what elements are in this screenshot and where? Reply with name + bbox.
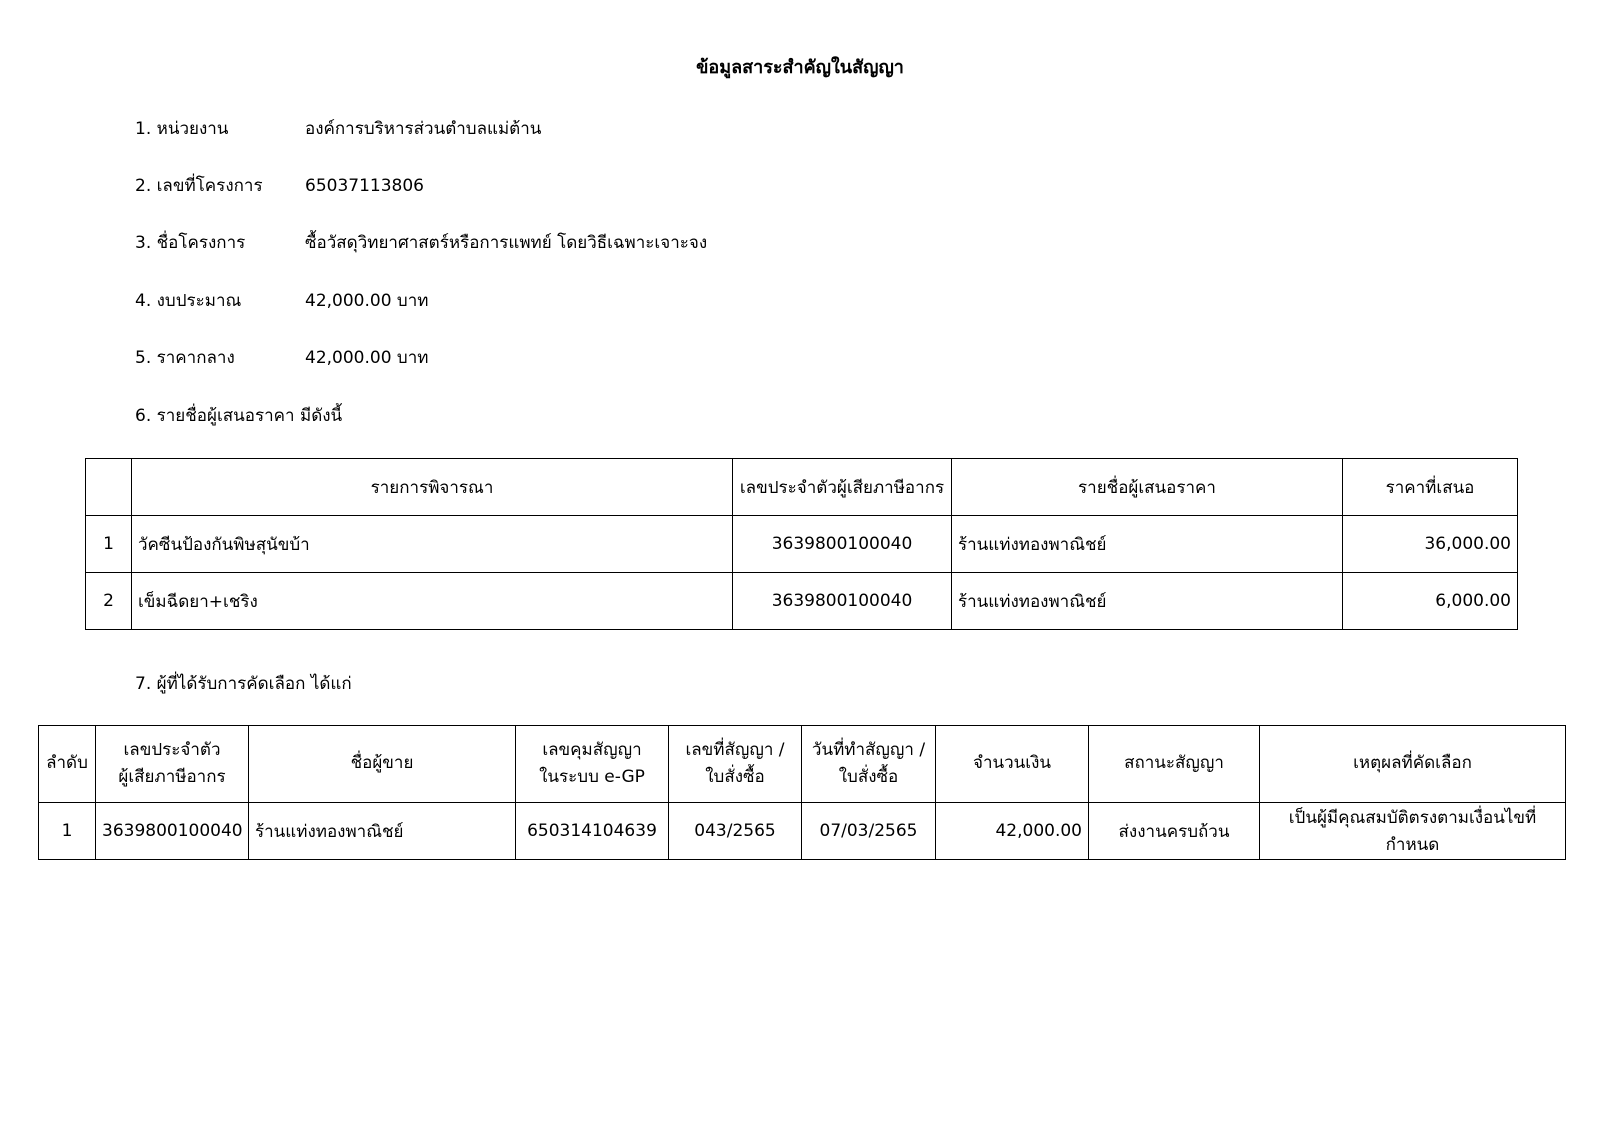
cell-item: วัคซีนป้องกันพิษสุนัขบ้า [132,516,733,573]
document-title: ข้อมูลสาระสำคัญในสัญญา [696,57,904,78]
header-cell-contract-number [669,726,802,803]
cell-contract-date: 07/03/2565 [802,803,936,860]
header-text: วันที่ทำสัญญา / [811,739,926,760]
header-text: เลขที่สัญญา / [685,739,785,760]
cell-contract-number: 043/2565 [669,803,802,860]
header-text: สถานะสัญญา [1124,753,1224,774]
info-label: 4. งบประมาณ [135,291,242,311]
table-row [86,573,1518,630]
info-project-name [135,228,707,258]
header-cell-tax-id: เลขประจำตัวผู้เสียภาษีอากร [733,459,952,516]
header-cell-amount [936,726,1089,803]
cell-tax-id: 3639800100040 [733,516,952,573]
cell-bidder: ร้านแท่งทองพาณิชย์ [952,516,1343,573]
info-value: 42,000.00 บาท [305,291,429,311]
header-text: ใบสั่งซื้อ [838,767,899,787]
section-6-heading: 6. รายชื่อผู้เสนอราคา มีดังนี้ [135,406,343,426]
info-value: องค์การบริหารส่วนตำบลแม่ต้าน [305,119,542,139]
cell-seller: ร้านแท่งทองพาณิชย์ [249,803,516,860]
info-agency [135,114,541,144]
header-cell-seller [249,726,516,803]
cell-tax-id: 3639800100040 [96,803,249,860]
header-cell-order [39,726,96,803]
table-row [86,516,1518,573]
cell-item: เข็มฉีดยา+เชริง [132,573,733,630]
cell-tax-id: 3639800100040 [733,573,952,630]
info-value: 42,000.00 บาท [305,348,429,368]
cell-index: 2 [86,573,132,630]
header-text: ใบสั่งซื้อ [705,767,765,787]
cell-reason: เป็นผู้มีคุณสมบัติตรงตามเงื่อนไขที่กำหนด [1260,803,1566,860]
header-text: จำนวนเงิน [972,753,1052,774]
cell-egp-number: 650314104639 [516,803,669,860]
header-cell-bidder: รายชื่อผู้เสนอราคา [952,459,1343,516]
info-value: 65037113806 [305,176,424,196]
header-cell-contract-date [802,726,936,803]
header-cell-item: รายการพิจารณา [132,459,733,516]
info-value: ซื้อวัสดุวิทยาศาสตร์หรือการแพทย์ โดยวิธีเฉพาะเจาะจง [305,233,708,253]
cell-status: ส่งงานครบถ้วน [1089,803,1260,860]
header-cell-index [86,459,132,516]
header-cell-price: ราคาที่เสนอ [1343,459,1518,516]
header-cell-egp-number [516,726,669,803]
header-text: ผู้เสียภาษีอากร [118,767,226,787]
table-header-row [86,459,1518,516]
cell-index: 1 [86,516,132,573]
info-label: 1. หน่วยงาน [135,119,229,139]
cell-amount: 42,000.00 [936,803,1089,860]
info-label: 3. ชื่อโครงการ [135,233,246,253]
header-cell-status [1089,726,1260,803]
info-label: 2. เลขที่โครงการ [135,176,263,196]
header-cell-reason [1260,726,1566,803]
cell-bidder: ร้านแท่งทองพาณิชย์ [952,573,1343,630]
cell-price: 36,000.00 [1343,516,1518,573]
header-text: ในระบบ e-GP [539,767,645,787]
section-7-heading: 7. ผู้ที่ได้รับการคัดเลือก ได้แก่ [135,674,352,694]
info-label: 5. ราคากลาง [135,348,235,368]
header-text: ชื่อผู้ขาย [350,753,414,774]
info-median-price [135,343,428,373]
header-text: เลขคุมสัญญา [542,739,642,760]
bidders-table [85,458,1518,630]
cell-order: 1 [39,803,96,860]
cell-price: 6,000.00 [1343,573,1518,630]
winners-table [38,725,1566,860]
info-budget [135,286,428,316]
info-project-number [135,171,424,201]
table-header-row [39,726,1566,803]
header-text: ลำดับ [46,753,88,774]
header-text: เหตุผลที่คัดเลือก [1353,753,1472,774]
header-text: เลขประจำตัว [123,739,221,760]
table-row [39,803,1566,860]
header-cell-tax-id [96,726,249,803]
